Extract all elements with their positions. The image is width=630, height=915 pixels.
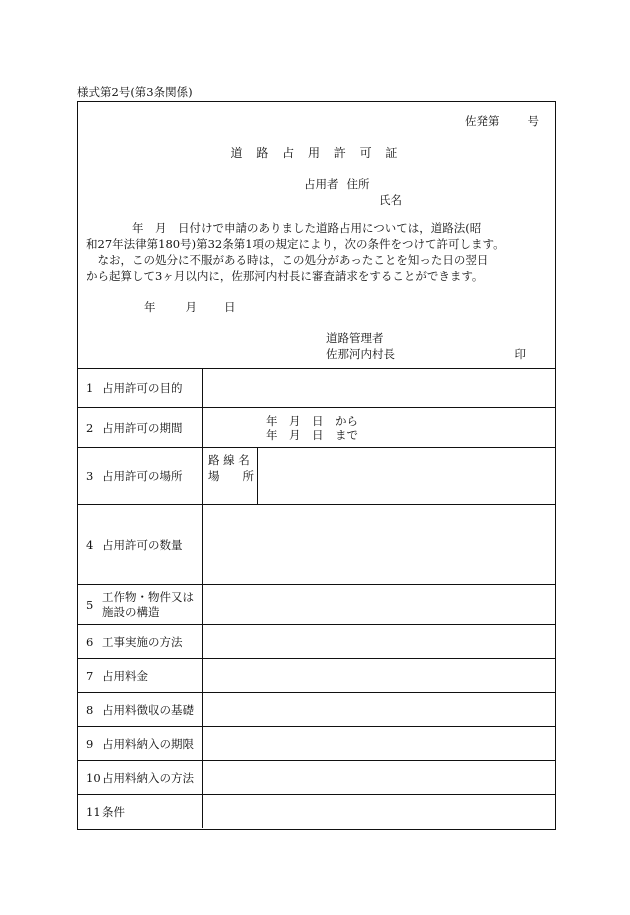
row-label bbox=[78, 408, 203, 447]
row-label-text: 占用許可の場所 bbox=[102, 469, 183, 483]
period-value[interactable] bbox=[203, 408, 555, 447]
appeal-notice-line: から起算して3ヶ月以内に，佐那河内村長に審査請求をすることができます。 bbox=[86, 269, 484, 283]
table-row bbox=[78, 693, 555, 727]
table-row bbox=[78, 795, 555, 828]
table-row bbox=[78, 368, 555, 408]
address-label: 住所 bbox=[346, 177, 370, 191]
row-label-text: 占用許可の期間 bbox=[102, 420, 183, 435]
row-label bbox=[78, 761, 203, 794]
table-row bbox=[78, 625, 555, 659]
row-label-text: 占用料金 bbox=[102, 668, 148, 683]
document-title: 道 路 占 用 許 可 証 bbox=[230, 146, 403, 160]
conditions-value[interactable] bbox=[203, 795, 555, 828]
seal-mark: 印 bbox=[514, 347, 526, 361]
structure-value[interactable] bbox=[203, 585, 555, 624]
appeal-notice bbox=[86, 252, 551, 284]
row-number: 10 bbox=[86, 770, 101, 785]
row-label-text: 占用料徴収の基礎 bbox=[102, 702, 194, 717]
row-number: 5 bbox=[86, 597, 94, 612]
row-number: 7 bbox=[86, 668, 94, 683]
date-month: 月 bbox=[185, 300, 197, 314]
row-number: 2 bbox=[86, 420, 94, 435]
row-label-text: 占用許可の目的 bbox=[102, 380, 183, 395]
row-label bbox=[78, 505, 203, 584]
permit-statement bbox=[86, 220, 551, 252]
row-label-text: 占用許可の数量 bbox=[102, 537, 183, 552]
row-label bbox=[78, 659, 203, 692]
purpose-value[interactable] bbox=[203, 368, 555, 407]
table-row bbox=[78, 659, 555, 693]
appeal-notice-line: なお，この処分に不服がある時は，この処分があったことを知った日の翌日 bbox=[86, 253, 489, 267]
row-label bbox=[78, 368, 203, 407]
fee-basis-value[interactable] bbox=[203, 693, 555, 726]
payment-deadline-value[interactable] bbox=[203, 727, 555, 760]
row-label-text: 占用料納入の期限 bbox=[102, 736, 194, 751]
row-label bbox=[78, 795, 203, 828]
occupant-address bbox=[304, 176, 370, 192]
date-day: 日 bbox=[224, 300, 236, 314]
row-label-text bbox=[102, 590, 194, 620]
row-label-line: 工作物・物件又は bbox=[102, 589, 194, 604]
row-number: 1 bbox=[86, 380, 94, 395]
form-number-label: 様式第2号(第3条関係) bbox=[77, 85, 193, 99]
row-label bbox=[78, 448, 203, 504]
location-sub-labels bbox=[203, 448, 258, 504]
issue-date bbox=[144, 299, 236, 315]
row-number: 11 bbox=[86, 804, 101, 819]
form-header bbox=[78, 102, 555, 369]
table-row bbox=[78, 408, 555, 448]
row-number: 6 bbox=[86, 634, 94, 649]
row-label bbox=[78, 585, 203, 624]
occupant-name-label: 氏名 bbox=[379, 193, 402, 207]
payment-method-value[interactable] bbox=[203, 761, 555, 794]
row-label-text: 条件 bbox=[102, 804, 125, 819]
row-label bbox=[78, 693, 203, 726]
table-row bbox=[78, 585, 555, 625]
construction-method-value[interactable] bbox=[203, 625, 555, 658]
quantity-value[interactable] bbox=[203, 505, 555, 584]
route-name-label: 路 線 名 bbox=[208, 453, 250, 467]
period-to: 年 月 日 まで bbox=[266, 428, 358, 442]
date-year: 年 bbox=[144, 300, 156, 314]
fee-value[interactable] bbox=[203, 659, 555, 692]
table-row bbox=[78, 505, 555, 585]
row-number: 9 bbox=[86, 736, 94, 751]
issue-number-suffix: 号 bbox=[527, 114, 539, 128]
administrator-name: 佐那河内村長 bbox=[326, 347, 395, 361]
location-value bbox=[203, 448, 555, 504]
table-row bbox=[78, 761, 555, 795]
row-label-text: 占用料納入の方法 bbox=[102, 770, 194, 785]
occupant-label: 占用者 bbox=[304, 177, 339, 191]
place-label: 場 所 bbox=[208, 469, 254, 483]
row-number: 3 bbox=[86, 469, 94, 483]
row-label-line: 施設の構造 bbox=[102, 604, 160, 619]
permit-statement-line: 和27年法律第180号)第32条第1項の規定により，次の条件をつけて許可します。 bbox=[86, 237, 505, 251]
row-label bbox=[78, 625, 203, 658]
permit-form bbox=[77, 101, 556, 830]
row-number: 4 bbox=[86, 537, 94, 552]
row-label-text: 工事実施の方法 bbox=[102, 634, 183, 649]
table-row bbox=[78, 727, 555, 761]
table-row bbox=[78, 448, 555, 505]
issue-number-prefix: 佐発第 bbox=[465, 114, 500, 128]
administrator-title: 道路管理者 bbox=[326, 331, 384, 345]
row-number: 8 bbox=[86, 702, 94, 717]
issue-number bbox=[465, 113, 539, 129]
row-label bbox=[78, 727, 203, 760]
location-input[interactable] bbox=[258, 448, 555, 504]
permit-statement-line: 年 月 日付けで申請のありました道路占用については，道路法(昭 bbox=[86, 221, 482, 235]
period-from: 年 月 日 から bbox=[266, 414, 358, 428]
